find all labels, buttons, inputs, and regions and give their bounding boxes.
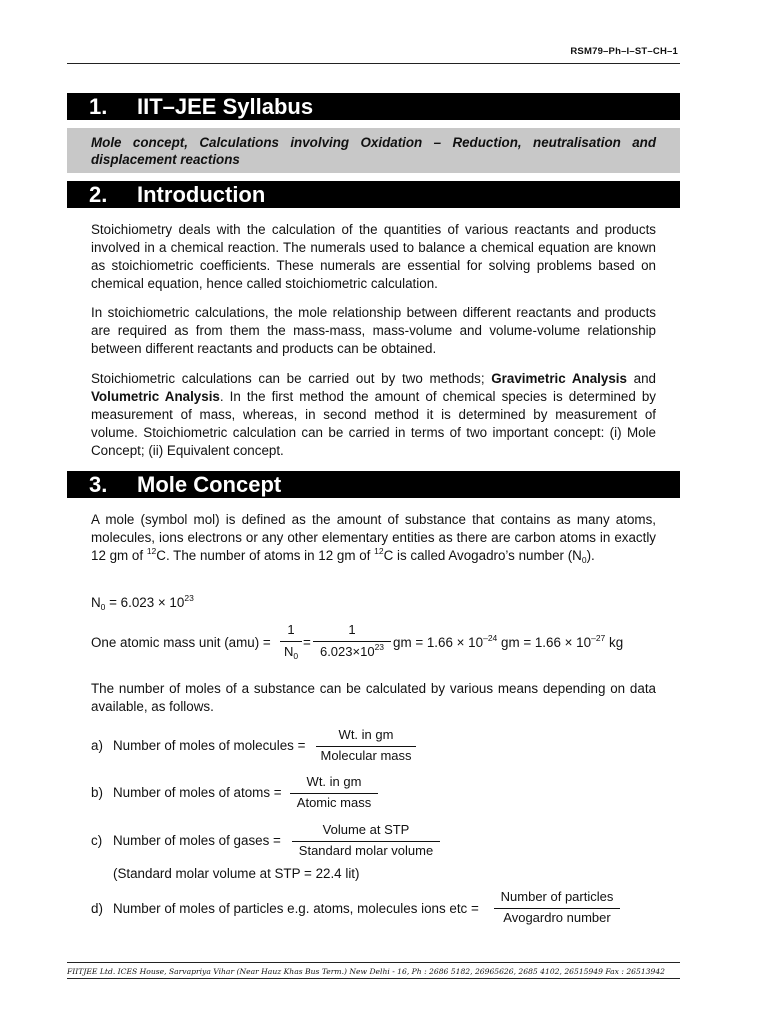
- item-text: Number of moles of particles e.g. atoms, molecules ions etc =: [113, 901, 479, 916]
- text-run: . In the first method the amount of chemical species is determined by measurement of mass, whereas, in second method it is determined by measurement of volume. Stoichiometric calculation can be carried in terms of two important concept: (i) Mole Concept; (ii) Equivalent concept.: [91, 389, 657, 458]
- numerator: 1: [287, 622, 295, 637]
- stp-note: (Standard molar volume at STP = 22.4 lit): [113, 866, 360, 881]
- superscript: 12: [374, 546, 384, 556]
- fraction-bar: [280, 641, 302, 642]
- numerator: 1: [348, 622, 356, 637]
- item-label: d): [91, 901, 103, 916]
- fraction-moles-gases: [292, 822, 440, 862]
- text-run: ).: [586, 548, 595, 563]
- amu-fraction-2: [313, 622, 391, 664]
- footer-rule-bottom: [67, 978, 680, 979]
- text-run: N: [91, 595, 101, 610]
- intro-paragraph-2: In stoichiometric calculations, the mole relationship between different reactants and products are required as from them the mass-mass, mass-volume and volume-volume relationship between different reactants and products can be obtained.: [91, 305, 656, 356]
- text-run: A mole (symbol mol) is defined as the amount of substance that contains as many atoms, molecules, ions electrons or any other elementary entities as there are carbon atoms in exactly 12 gm of: [91, 512, 656, 563]
- section-number: 2.: [89, 182, 108, 207]
- mole-definition: [91, 511, 656, 565]
- item-text: Number of moles of molecules =: [113, 738, 306, 753]
- fraction-bar: [494, 908, 620, 909]
- section-3-heading: [67, 471, 680, 498]
- numerator: Volume at STP: [322, 822, 410, 837]
- subscript: 0: [293, 651, 299, 661]
- equals-sign: =: [303, 635, 311, 650]
- numerator: Wt. in gm: [306, 774, 362, 789]
- bold-term: Gravimetric Analysis: [491, 371, 627, 386]
- fraction-moles-molecules: [316, 727, 416, 767]
- text-run: N: [283, 644, 294, 659]
- text-run: and: [626, 371, 656, 386]
- text-run: Stoichiometric calculations can be carried out by two methods;: [91, 371, 492, 386]
- document-id: RSM79–Ph–I–ST–CH–1: [570, 46, 678, 57]
- header-rule: [67, 63, 680, 64]
- text-run: gm = 1.66 × 10: [497, 635, 592, 650]
- section-1-heading: [67, 93, 680, 120]
- section-title: Mole Concept: [137, 472, 282, 497]
- item-label: c): [91, 833, 103, 848]
- denominator: Avogardro number: [503, 910, 611, 925]
- footer-address: FIITJEE Ltd. ICES House, Sarvapriya Vihar (Near Hauz Khas Bus Term.) New Delhi - 16, Ph : 2686 5182, 26965626, 2685 4102, 26515949 Fax : 26513942: [67, 967, 665, 976]
- item-label: a): [91, 738, 103, 753]
- bold-term: Volumetric Analysis: [91, 389, 220, 404]
- denominator: Atomic mass: [296, 795, 372, 810]
- denominator: [313, 644, 391, 659]
- syllabus-box: [67, 128, 680, 173]
- item-text: Number of moles of atoms =: [113, 785, 282, 800]
- text-run: 6.023×10: [319, 644, 375, 659]
- item-text: Number of moles of gases =: [113, 833, 281, 848]
- superscript: 12: [146, 546, 157, 556]
- footer-rule-top: [67, 962, 680, 963]
- intro-paragraph-3: [91, 370, 656, 460]
- syllabus-text: Mole concept, Calculations involving Oxidation – Reduction, neutralisation and displacement reactions: [91, 135, 656, 167]
- avogadro-equation: [91, 594, 194, 612]
- superscript: 23: [374, 642, 385, 652]
- section-title: Introduction: [137, 182, 266, 207]
- text-run: gm = 1.66 × 10: [393, 635, 484, 650]
- fraction-bar: [290, 793, 378, 794]
- superscript: –24: [483, 633, 498, 643]
- amu-value: [393, 634, 623, 652]
- denominator: Molecular mass: [320, 748, 412, 763]
- fraction-bar: [316, 746, 416, 747]
- amu-label: One atomic mass unit (amu) =: [91, 635, 271, 650]
- superscript: 23: [184, 593, 194, 603]
- subscript: 0: [581, 555, 587, 565]
- section-number: 3.: [89, 472, 108, 497]
- fraction-moles-atoms: [290, 774, 378, 814]
- denominator: Standard molar volume: [298, 843, 434, 858]
- superscript: –27: [591, 633, 606, 643]
- text-run: = 6.023 × 10: [105, 595, 185, 610]
- numerator: Number of particles: [500, 889, 614, 904]
- item-label: b): [91, 785, 103, 800]
- section-2-heading: [67, 181, 680, 208]
- intro-paragraph-1: Stoichiometry deals with the calculation of the quantities of various reactants and products involved in a chemical reaction. The numerals used to balance a chemical equation are known as stoichiometric coefficients. These numerals are essential for solving problems based on chemical equation, hence called stoichiometric calculation.: [91, 222, 656, 291]
- denominator: [280, 644, 302, 659]
- moles-intro-paragraph: The number of moles of a substance can be calculated by various means depending on data available, as follows.: [91, 681, 656, 714]
- section-number: 1.: [89, 94, 108, 119]
- fraction-bar: [292, 841, 440, 842]
- text-run: C is called Avogadro’s number (N: [383, 548, 582, 563]
- section-title: IIT–JEE Syllabus: [137, 94, 314, 119]
- subscript: 0: [100, 602, 106, 612]
- text-run: kg: [605, 635, 624, 650]
- amu-fraction-1: [280, 622, 302, 664]
- text-run: C. The number of atoms in 12 gm of: [156, 548, 375, 563]
- fraction-moles-particles: [494, 889, 620, 929]
- numerator: Wt. in gm: [338, 727, 394, 742]
